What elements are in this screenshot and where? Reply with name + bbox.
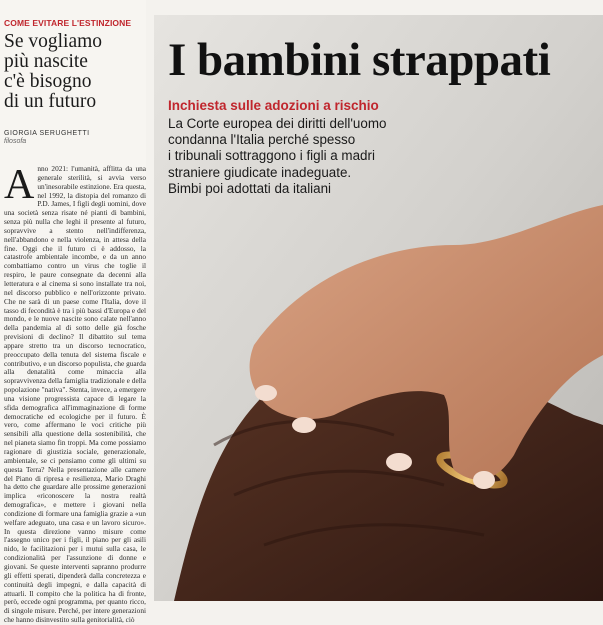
standfirst-line: Bimbi poi adottati da italiani [168, 180, 332, 196]
side-article [0, 0, 146, 625]
author-byline: GIORGIA SERUGHETTI [4, 130, 90, 137]
side-headline-line: Se vogliamo [4, 31, 103, 52]
fingernail [292, 417, 316, 433]
article-body [4, 162, 146, 625]
article-paragraph: nno 2021: l'umanità, afflitta da una generale sterilità, si avvia verso un'inesorabile estinzione. Era questa, nel 1992, la distopia del romanzo di P.D. James, I figli degli uomini, dove una società senza risate né pianti di bambini, senza più nulla che leghi il presente al futuro, sopravvive a stento nell'indifferenza, nell'abbandono e nella violenza, in attesa della fine. Oggi che il futuro ci è addosso, la catastrofe ambientale incombe, e da un anno combattiamo contro un virus che toglie il respiro, le paure consegnate da decenni alla letteratura e al cinema si sono installate tra noi, nel discorso pubblico e nell'orizzonte privato. Che ne sarà di un paese come l'Italia, dove il tasso di fecondità è tra i più bassi d'Europa e del mondo, e le nuove nascite sono calate nell'anno della pandemia al di sotto delle già fosche previsioni di declino? Il dibattito sul tema appare stretto tra un discorso tecnocratico, preoccupato della tenuta del sistema fiscale e contributivo, e un discorso populista, che guarda alla denatalità come minaccia alla sopravvivenza della famiglia tradizionale e della popolazione "nativa". Stenta, invece, a emergere una visione progressista capace di legare la sfida demografica all'immaginazione di forme democratiche ed ecologiche per il futuro. È vero, come affermano le voci critiche più sensibili alla questione della sostenibilità, che nel pianeta siamo fin troppi. Ma come possiamo ragionare di giustizia sociale, generazionale, ambientale, se ci pensiamo come gli ultimi su questa Terra? Nella presentazione alle camere del Piano di ripresa e resilienza, Mario Draghi ha detto che guardare alle prossime generazioni implica «riconoscere la nostra realtà demografica», e mettere i giovani nella condizione di formare una famiglia grazie a «un welfare adeguato, una casa e un lavoro sicuro». In questa direzione vanno misure come l'assegno unico per i figli, il piano per gli asili nido, le facilitazioni per i mutui sulla casa, le condizionalità per l'assunzione di donne e giovani. Se queste interventi sapranno produrre gli effetti sperati, dipenderà dalla concretezza e continuità degli impegni, e dalla capacità di attuarli. Il compito che la politica ha di fronte, però, eccede ogni programma, per quanto ricco, di singole misure. Perché, per intere generazioni che hanno disinvestito sulla genitorialità, ciò [4, 164, 146, 625]
fingernail [386, 453, 412, 471]
investigation-kicker: Inchiesta sulle adozioni a rischio [168, 98, 379, 113]
section-kicker: COME EVITARE L'ESTINZIONE [4, 18, 132, 28]
side-headline-line: di un futuro [4, 91, 97, 112]
side-headline-line: più nascite [4, 51, 88, 72]
standfirst [168, 116, 468, 197]
side-headline [4, 32, 146, 112]
author-role: filosofa [4, 138, 27, 145]
feature-photo [154, 15, 603, 601]
main-headline: I bambini strappati [168, 34, 551, 86]
standfirst-line: straniere giudicate inadeguate. [168, 164, 352, 180]
fingernail [473, 471, 495, 489]
fingernail [255, 385, 277, 401]
standfirst-line: condanna l'Italia perché spesso [168, 132, 356, 148]
standfirst-line: La Corte europea dei diritti dell'uomo [168, 116, 387, 131]
standfirst-line: i tribunali sottraggono i figli a madri [168, 148, 375, 164]
side-headline-line: c'è bisogno [4, 71, 92, 92]
drop-cap: A [4, 162, 35, 208]
